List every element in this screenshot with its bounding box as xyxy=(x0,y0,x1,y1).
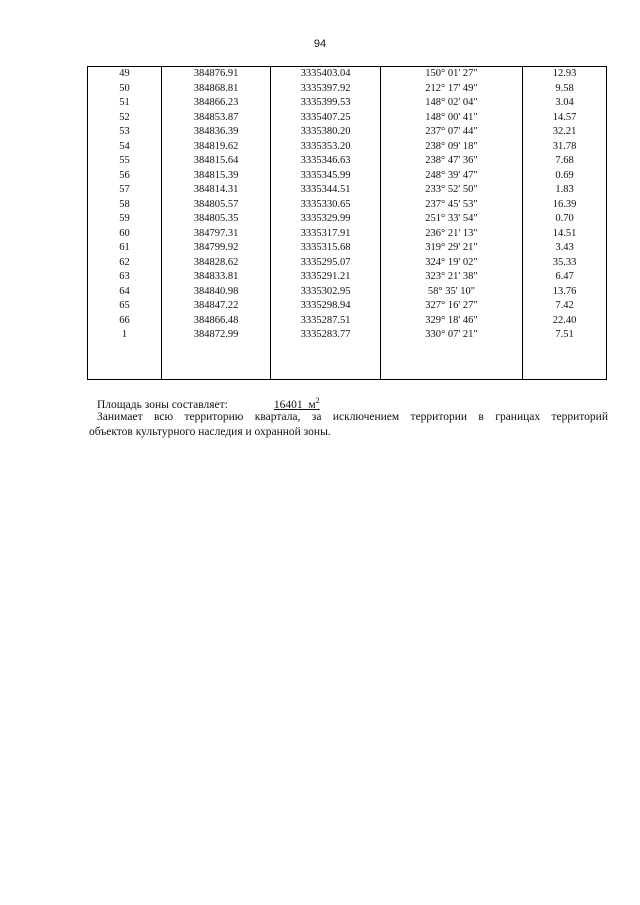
distance-cell: 7.42 xyxy=(523,299,607,314)
x-coordinate-cell: 384836.39 xyxy=(162,125,271,140)
bearing-cell: 238° 09' 18" xyxy=(381,140,523,155)
point-number-cell: 60 xyxy=(88,227,162,242)
distance-cell: 3.04 xyxy=(523,96,607,111)
bearing-cell: 233° 52' 50" xyxy=(381,183,523,198)
zone-area-number: 16401 xyxy=(273,399,303,411)
table-row xyxy=(88,140,607,155)
point-number-cell: 57 xyxy=(88,183,162,198)
distance-cell: 6.47 xyxy=(523,270,607,285)
point-number-cell: 63 xyxy=(88,270,162,285)
bearing-cell: 212° 17' 49" xyxy=(381,82,523,97)
x-coordinate-cell: 384872.99 xyxy=(162,328,271,343)
page-number: 94 xyxy=(313,38,327,50)
bearing-cell: 319° 29' 21" xyxy=(381,241,523,256)
table-row xyxy=(88,82,607,97)
point-number-cell: 52 xyxy=(88,111,162,126)
point-number-cell: 51 xyxy=(88,96,162,111)
y-coordinate-cell: 3335345.99 xyxy=(271,169,381,184)
distance-cell: 31.78 xyxy=(523,140,607,155)
x-coordinate-cell: 384819.62 xyxy=(162,140,271,155)
bearing-cell: 329° 18' 46" xyxy=(381,314,523,329)
y-coordinate-cell: 3335315.68 xyxy=(271,241,381,256)
point-number-cell: 64 xyxy=(88,285,162,300)
x-coordinate-cell: 384814.31 xyxy=(162,183,271,198)
x-coordinate-cell: 384805.35 xyxy=(162,212,271,227)
point-number-cell: 1 xyxy=(88,328,162,343)
zone-area-label: Площадь зоны составляет: xyxy=(97,399,228,411)
y-coordinate-cell: 3335346.63 xyxy=(271,154,381,169)
zone-area-unit: м xyxy=(308,399,316,411)
distance-cell: 9.58 xyxy=(523,82,607,97)
x-coordinate-cell: 384868.81 xyxy=(162,82,271,97)
table-row xyxy=(88,67,607,82)
table-row-blank xyxy=(88,343,607,380)
distance-cell: 12.93 xyxy=(523,67,607,82)
x-coordinate-cell: 384853.87 xyxy=(162,111,271,126)
x-coordinate-cell: 384797.31 xyxy=(162,227,271,242)
x-coordinate-cell: 384876.91 xyxy=(162,67,271,82)
distance-cell: 14.51 xyxy=(523,227,607,242)
table-row xyxy=(88,227,607,242)
point-number-cell: 59 xyxy=(88,212,162,227)
distance-cell: 16.39 xyxy=(523,198,607,213)
point-number-cell: 66 xyxy=(88,314,162,329)
y-coordinate-cell: 3335330.65 xyxy=(271,198,381,213)
y-coordinate-cell: 3335397.92 xyxy=(271,82,381,97)
distance-cell: 1.83 xyxy=(523,183,607,198)
blank-cell xyxy=(88,343,162,380)
blank-cell xyxy=(271,343,381,380)
bearing-cell: 150° 01' 27" xyxy=(381,67,523,82)
distance-cell: 0.69 xyxy=(523,169,607,184)
bearing-cell: 238° 47' 36" xyxy=(381,154,523,169)
bearing-cell: 148° 02' 04" xyxy=(381,96,523,111)
y-coordinate-cell: 3335287.51 xyxy=(271,314,381,329)
distance-cell: 7.68 xyxy=(523,154,607,169)
x-coordinate-cell: 384833.81 xyxy=(162,270,271,285)
x-coordinate-cell: 384815.39 xyxy=(162,169,271,184)
point-number-cell: 49 xyxy=(88,67,162,82)
y-coordinate-cell: 3335380.20 xyxy=(271,125,381,140)
y-coordinate-cell: 3335399.53 xyxy=(271,96,381,111)
distance-cell: 14.57 xyxy=(523,111,607,126)
point-number-cell: 54 xyxy=(88,140,162,155)
y-coordinate-cell: 3335344.51 xyxy=(271,183,381,198)
distance-cell: 35.33 xyxy=(523,256,607,271)
table-row xyxy=(88,270,607,285)
blank-cell xyxy=(381,343,523,380)
distance-cell: 7.51 xyxy=(523,328,607,343)
table-row xyxy=(88,285,607,300)
point-number-cell: 65 xyxy=(88,299,162,314)
bearing-cell: 327° 16' 27" xyxy=(381,299,523,314)
point-number-cell: 62 xyxy=(88,256,162,271)
table-row xyxy=(88,328,607,343)
bearing-cell: 323° 21' 38" xyxy=(381,270,523,285)
point-number-cell: 55 xyxy=(88,154,162,169)
y-coordinate-cell: 3335407.25 xyxy=(271,111,381,126)
table-row xyxy=(88,299,607,314)
table-row xyxy=(88,96,607,111)
x-coordinate-cell: 384866.23 xyxy=(162,96,271,111)
table-row xyxy=(88,256,607,271)
y-coordinate-cell: 3335291.21 xyxy=(271,270,381,285)
y-coordinate-cell: 3335298.94 xyxy=(271,299,381,314)
table-row xyxy=(88,241,607,256)
y-coordinate-cell: 3335302.95 xyxy=(271,285,381,300)
coordinates-table-body xyxy=(88,67,607,380)
table-row xyxy=(88,183,607,198)
y-coordinate-cell: 3335329.99 xyxy=(271,212,381,227)
table-row xyxy=(88,169,607,184)
bearing-cell: 251° 33' 54" xyxy=(381,212,523,227)
distance-cell: 22.40 xyxy=(523,314,607,329)
x-coordinate-cell: 384828.62 xyxy=(162,256,271,271)
table-row xyxy=(88,212,607,227)
zone-area-line xyxy=(97,396,320,411)
point-number-cell: 53 xyxy=(88,125,162,140)
bearing-cell: 330° 07' 21" xyxy=(381,328,523,343)
blank-cell xyxy=(523,343,607,380)
x-coordinate-cell: 384840.98 xyxy=(162,285,271,300)
bearing-cell: 236° 21' 13" xyxy=(381,227,523,242)
bearing-cell: 237° 07' 44" xyxy=(381,125,523,140)
point-number-cell: 50 xyxy=(88,82,162,97)
table-row xyxy=(88,314,607,329)
bearing-cell: 248° 39' 47" xyxy=(381,169,523,184)
y-coordinate-cell: 3335295.07 xyxy=(271,256,381,271)
distance-cell: 0.70 xyxy=(523,212,607,227)
distance-cell: 13.76 xyxy=(523,285,607,300)
bearing-cell: 324° 19' 02" xyxy=(381,256,523,271)
x-coordinate-cell: 384866.48 xyxy=(162,314,271,329)
blank-cell xyxy=(162,343,271,380)
table-row xyxy=(88,111,607,126)
zone-description-line-1: Занимает всю территорию квартала, за исключением территории в границах территорий xyxy=(97,411,608,423)
table-row xyxy=(88,125,607,140)
x-coordinate-cell: 384815.64 xyxy=(162,154,271,169)
y-coordinate-cell: 3335317.91 xyxy=(271,227,381,242)
y-coordinate-cell: 3335353.20 xyxy=(271,140,381,155)
point-number-cell: 61 xyxy=(88,241,162,256)
point-number-cell: 56 xyxy=(88,169,162,184)
bearing-cell: 148° 00' 41" xyxy=(381,111,523,126)
table-row xyxy=(88,154,607,169)
zone-area-unit-power: 2 xyxy=(315,396,320,405)
coordinates-table xyxy=(87,66,607,380)
x-coordinate-cell: 384847.22 xyxy=(162,299,271,314)
distance-cell: 32.21 xyxy=(523,125,607,140)
zone-description xyxy=(89,410,608,440)
y-coordinate-cell: 3335283.77 xyxy=(271,328,381,343)
bearing-cell: 58° 35' 10" xyxy=(381,285,523,300)
point-number-cell: 58 xyxy=(88,198,162,213)
x-coordinate-cell: 384805.57 xyxy=(162,198,271,213)
distance-cell: 3.43 xyxy=(523,241,607,256)
x-coordinate-cell: 384799.92 xyxy=(162,241,271,256)
zone-description-line-2: объектов культурного наследия и охранной зоны. xyxy=(89,426,331,438)
y-coordinate-cell: 3335403.04 xyxy=(271,67,381,82)
bearing-cell: 237° 45' 53" xyxy=(381,198,523,213)
table-row xyxy=(88,198,607,213)
